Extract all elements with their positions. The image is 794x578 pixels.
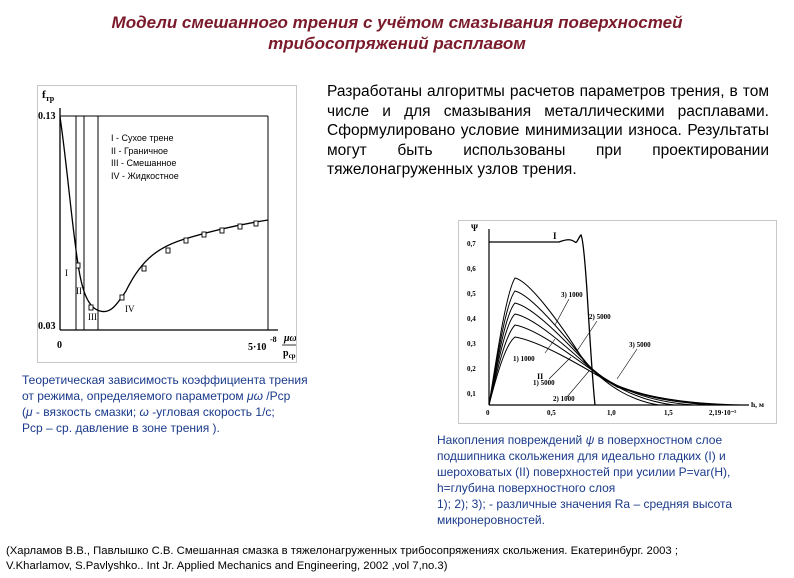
caption-line: Теоретическая зависимость коэффициента трения — [22, 373, 308, 387]
damage-chart-panel — [458, 220, 777, 424]
x-tick: 1,5 — [664, 409, 673, 417]
x-label-denominator: $p_{ср}$ — [283, 348, 296, 360]
region-label-1: I — [65, 268, 68, 278]
curve — [489, 337, 741, 405]
y-tick-bottom: 0.03 — [38, 321, 56, 332]
marker — [142, 266, 146, 271]
leader — [577, 321, 597, 351]
curve-label: 1) 5000 — [533, 379, 555, 387]
y-tick-top: 0.13 — [38, 111, 56, 122]
legend-item-3: III - Смешанное — [111, 158, 177, 168]
curves-II — [489, 278, 741, 405]
references — [6, 544, 791, 574]
x-tick-zero: 0 — [57, 340, 62, 351]
caption-line: Pcp – ср. давление в зоне трения ). — [22, 421, 220, 435]
leader — [549, 357, 571, 379]
curve-markers — [76, 221, 258, 310]
marker — [120, 295, 124, 300]
y-tick: 0,7 — [467, 240, 476, 248]
y-tick: 0,1 — [467, 390, 476, 398]
damage-chart — [459, 221, 776, 423]
y-tick: 0,6 — [467, 265, 476, 273]
y-tick: 0,3 — [467, 340, 476, 348]
caption-line: (μ - вязкость смазки; ω -угловая скорость 1/с; — [22, 405, 275, 419]
legend-item-4: IV - Жидкостное — [111, 171, 179, 181]
caption-line: от режима, определяемого параметром μω /Pcp — [22, 389, 291, 403]
y-tick: 0,5 — [467, 290, 476, 298]
leader — [555, 299, 569, 325]
caption-line: шероховатых (II) поверхностей при усилии P=var(H), — [437, 465, 731, 479]
damage-chart-caption — [437, 432, 782, 528]
curve-label: 3) 1000 — [561, 291, 583, 299]
curve-label: 3) 5000 — [629, 341, 651, 349]
x-tick-max: 5·10 — [248, 342, 267, 353]
y-tick: 0,4 — [467, 315, 476, 323]
region-label-2: II — [76, 286, 82, 296]
caption-line: Накопления повреждений ψ в поверхностном слое — [437, 433, 723, 447]
x-tick: 0,5 — [547, 409, 556, 417]
marker — [254, 221, 258, 226]
friction-chart-panel — [37, 85, 297, 363]
x-label-numerator: μω — [284, 333, 296, 344]
marker — [76, 263, 80, 268]
legend — [111, 133, 179, 181]
x-tick: 2,19·10⁻⁵ — [709, 409, 737, 417]
region-label-3: III — [88, 312, 97, 322]
reference-line-1: (Харламов В.В., Павлышко С.В. Смешанная смазка в тяжелонагруженных трибосопряжениях скольжения. Екатеринбург. 2003 ; — [6, 545, 678, 557]
caption-line: подшипника скольжения для идеально гладких (I) и — [437, 449, 726, 463]
y-tick: 0,2 — [467, 365, 476, 373]
marker — [166, 248, 170, 253]
curve-labels — [513, 231, 651, 403]
caption-line: микронеровностей. — [437, 513, 545, 527]
caption-line: h=глубина поверхностного слоя — [437, 481, 616, 495]
curve-label: 2) 5000 — [589, 313, 611, 321]
x-tick: 1,0 — [607, 409, 616, 417]
leader — [567, 371, 589, 397]
title-line-2: трибосопряжений расплавом — [268, 34, 526, 53]
marker — [220, 228, 224, 233]
legend-item-2: II - Граничное — [111, 146, 169, 156]
x-tick-labels — [486, 409, 736, 417]
marker — [89, 305, 93, 310]
curve-label-I: I — [553, 231, 557, 241]
title-line-1: Модели смешанного трения с учётом смазывания поверхностей — [111, 13, 683, 32]
results-paragraph: Разработаны алгоритмы расчетов параметров трения, в том числе и для смазывания металлическими расплавами. Сформулировано условие минимизации износа. Результаты могут быть использованы при проектировании тяжелонагруженных узлов трения. — [327, 83, 769, 178]
marker — [184, 238, 188, 243]
curve-label: 2) 1000 — [553, 395, 575, 403]
marker — [202, 232, 206, 237]
y-axis-label: Ψ — [471, 223, 479, 233]
caption-line: 1); 2); 3); - различные значения Ra – средняя высота — [437, 497, 733, 511]
y-tick-labels — [467, 240, 476, 398]
marker — [238, 224, 242, 229]
x-tick: 0 — [486, 409, 490, 417]
x-axis-label: h, м — [751, 400, 765, 409]
region-label-4: IV — [125, 304, 135, 314]
leader — [617, 349, 637, 379]
curve-label: 1) 1000 — [513, 355, 535, 363]
reference-line-2: V.Kharlamov, S.Pavlyshko.. Int Jr. Applied Mechanics and Engineering, 2002 ,vol 7,no.3) — [6, 560, 448, 572]
legend-item-1: I - Сухое трене — [111, 133, 174, 143]
slide-title — [40, 12, 754, 54]
curve-label-II: II — [537, 372, 544, 381]
curve — [489, 325, 729, 405]
friction-chart — [38, 86, 296, 362]
y-axis-label: $f_{тр}$ — [42, 89, 55, 103]
friction-chart-caption — [22, 372, 352, 436]
x-tick-exponent: -8 — [270, 335, 277, 344]
